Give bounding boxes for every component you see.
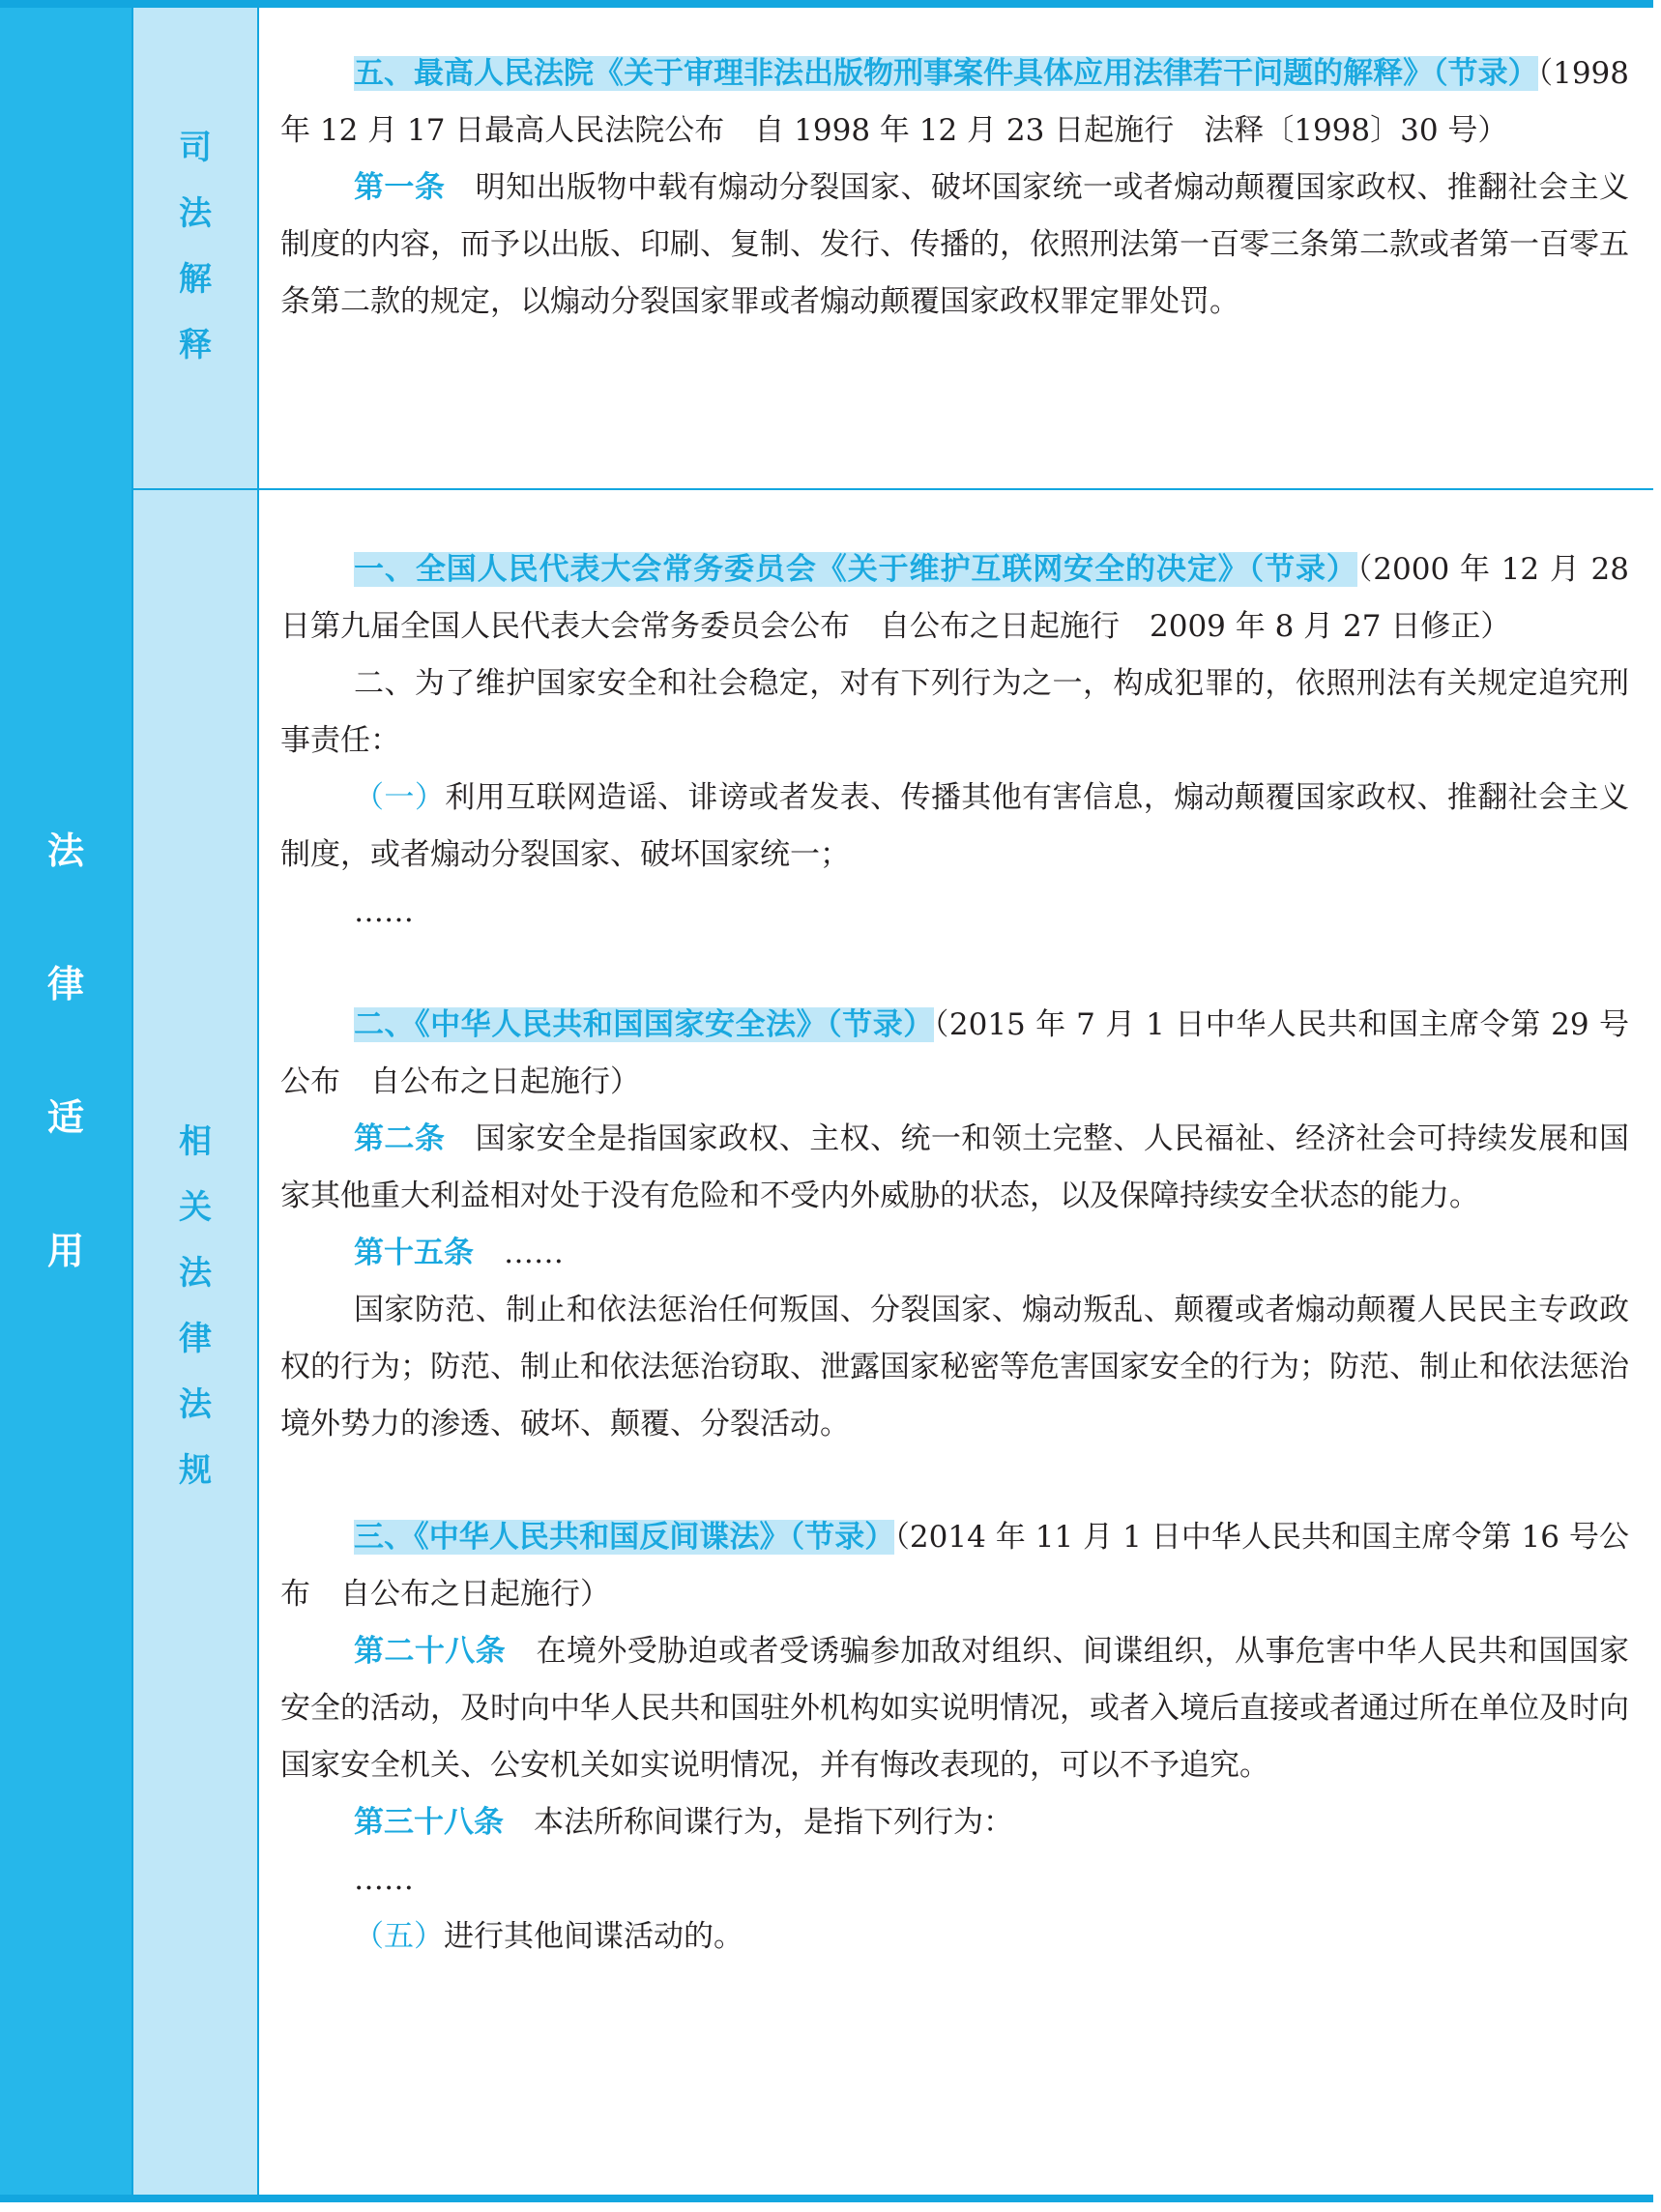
ellipsis: …… [354, 894, 414, 929]
subcategory-label-related-laws: 相 关 法 律 法 规 [179, 1122, 212, 1490]
law-meta: （1998 年 12 月 17 日最高人民法院公布 自 1998 年 12 月 23 日起施行 法释〔1998〕30 号） [280, 56, 1629, 148]
category-label-law-application: 法 律 适 用 [46, 830, 84, 1272]
article-label: 第二条 [354, 1121, 446, 1156]
ellipsis: …… [354, 1862, 414, 1897]
article-paragraph [280, 160, 1629, 331]
article-paragraph [280, 1623, 1629, 1794]
row-divider [131, 488, 1653, 490]
law-title: 三、《中华人民共和国反间谍法》（节录） [354, 1520, 895, 1555]
bottom-border [0, 2195, 1653, 2202]
item-label: （五） [354, 1919, 444, 1954]
item-paragraph [280, 1908, 1629, 1965]
law-title: 五、最高人民法院《关于审理非法出版物刑事案件具体应用法律若干问题的解释》（节录） [354, 56, 1538, 91]
article-label: 第三十八条 [354, 1805, 504, 1840]
article-paragraph: 国家防范、制止和依法惩治任何叛国、分裂国家、煽动叛乱、颠覆或者煽动颠覆人民民主专政政权的行为；防范、制止和依法惩治窃取、泄露国家秘密等危害国家安全的行为；防范、制止和依法惩治境外势力的渗透、破坏、颠覆、分裂活动。 [280, 1293, 1629, 1441]
section-heading [280, 1509, 1629, 1623]
item-text: 利用互联网造谣、诽谤或者发表、传播其他有害信息，煽动颠覆国家政权、推翻社会主义制度，或者煽动分裂国家、破坏国家统一； [280, 780, 1630, 872]
article-paragraph [280, 1111, 1629, 1225]
article-paragraph [280, 1225, 1629, 1282]
item-paragraph [280, 770, 1629, 884]
article-text: 明知出版物中载有煽动分裂国家、破坏国家统一或者煽动颠覆国家政权、推翻社会主义制度的内容，而予以出版、印刷、复制、发行、传播的，依照刑法第一百零三条第二款或者第一百零五条第二款的规定，以煽动分裂国家罪或者煽动颠覆国家政权罪定罪处罚。 [280, 170, 1630, 319]
article-label: 第十五条 [354, 1236, 474, 1270]
article-label: 第二十八条 [354, 1634, 507, 1669]
article-text: 在境外受胁迫或者受诱骗参加敌对组织、间谍组织，从事危害中华人民共和国国家安全的活动，及时向中华人民共和国驻外机构如实说明情况，或者入境后直接或者通过所在单位及时向国家安全机关、公安机关如实说明情况，并有悔改表现的，可以不予追究。 [280, 1634, 1630, 1783]
law-title: 二、《中华人民共和国国家安全法》（节录） [354, 1007, 934, 1042]
law-meta: （2015 年 7 月 1 日中华人民共和国主席令第 29 号公布 自公布之日起施行） [280, 1007, 1629, 1099]
article-paragraph: 二、为了维护国家安全和社会稳定，对有下列行为之一，构成犯罪的，依照刑法有关规定追究刑事责任： [280, 666, 1629, 758]
related-laws-section [280, 541, 1629, 1965]
article-text: 国家安全是指国家政权、主权、统一和领土完整、人民福祉、经济社会可持续发展和国家其他重大利益相对处于没有危险和不受内外威胁的状态，以及保障持续安全状态的能力。 [280, 1121, 1630, 1213]
section-heading [280, 997, 1629, 1111]
law-title: 一、全国人民代表大会常务委员会《关于维护互联网安全的决定》（节录） [354, 552, 1357, 587]
top-border [0, 0, 1653, 8]
article-text: 本法所称间谍行为，是指下列行为： [504, 1805, 1013, 1840]
item-text: 进行其他间谍活动的。 [444, 1919, 743, 1954]
item-label: （一） [354, 780, 446, 815]
law-meta: （2014 年 11 月 1 日中华人民共和国主席令第 16 号公布 自公布之日起施行） [280, 1520, 1629, 1612]
subcategory-label-judicial-interpretation: 司 法 解 释 [179, 129, 212, 364]
section-heading [280, 541, 1629, 655]
section-heading [280, 45, 1629, 160]
judicial-interpretation-section [280, 45, 1629, 331]
article-label: 第一条 [354, 170, 446, 205]
law-meta: （2000 年 12 月 28 日第九届全国人民代表大会常务委员会公布 自公布之日起施行 2009 年 8 月 27 日修正） [280, 552, 1629, 644]
article-paragraph [280, 1794, 1629, 1851]
article-text: …… [474, 1236, 564, 1270]
